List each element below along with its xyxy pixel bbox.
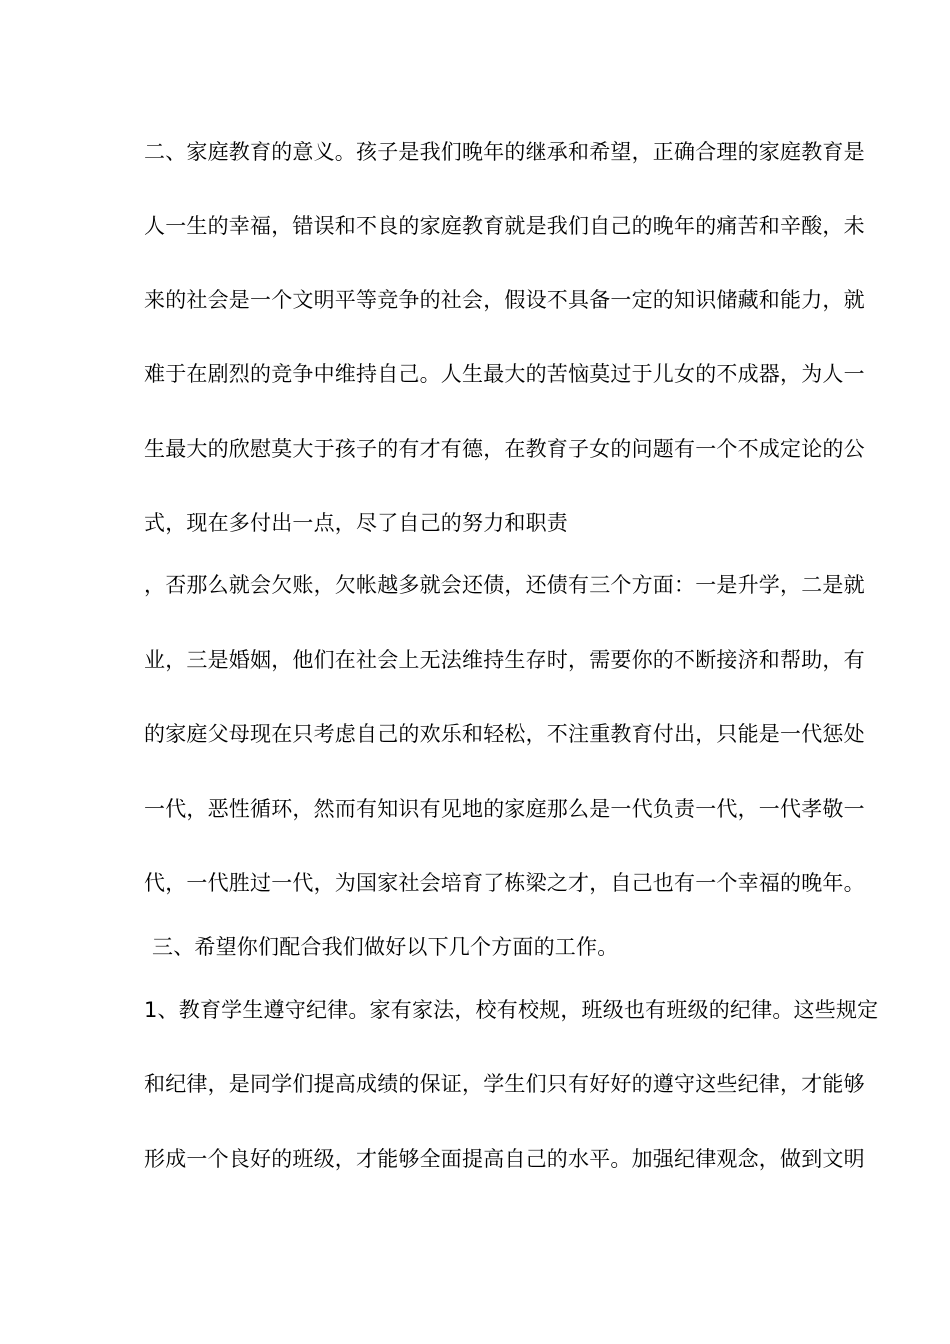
paragraph-line: 来的社会是一个文明平等竞争的社会，假设不具备一定的知识储藏和能力，就: [144, 288, 865, 312]
paragraph-line: 一代，恶性循环，然而有知识有见地的家庭那么是一代负责一代，一代孝敬一: [144, 797, 865, 821]
paragraph-line: 二、家庭教育的意义。孩子是我们晚年的继承和希望，正确合理的家庭教育是: [144, 140, 865, 164]
paragraph-line: 代，一代胜过一代，为国家社会培育了栋梁之才，自己也有一个幸福的晚年。: [144, 871, 865, 895]
paragraph-line: 和纪律，是同学们提高成绩的保证，学生们只有好好的遵守这些纪律，才能够: [144, 1072, 865, 1096]
paragraph-line: 形成一个良好的班级，才能够全面提高自己的水平。加强纪律观念，做到文明: [144, 1147, 865, 1171]
paragraph-line: 人一生的幸福，错误和不良的家庭教育就是我们自己的晚年的痛苦和辛酸，未: [144, 214, 865, 238]
paragraph-line: 的家庭父母现在只考虑自己的欢乐和轻松，不注重教育付出，只能是一代惩处: [144, 722, 865, 746]
paragraph-line: 业，三是婚姻，他们在社会上无法维持生存时，需要你的不断接济和帮助，有: [144, 648, 865, 672]
section-heading: 三、希望你们配合我们做好以下几个方面的工作。: [152, 935, 619, 959]
paragraph-line: ，否那么就会欠账，欠帐越多就会还债，还债有三个方面：一是升学，二是就: [144, 573, 865, 597]
paragraph-line: 式，现在多付出一点，尽了自己的努力和职责: [144, 511, 568, 535]
paragraph-line: 生最大的欣慰莫大于孩子的有才有德，在教育子女的问题有一个不成定论的公: [144, 437, 865, 461]
list-item-line: 1、教育学生遵守纪律。家有家法，校有校规，班级也有班级的纪律。这些规定: [144, 998, 879, 1022]
paragraph-line: 难于在剧烈的竞争中维持自己。人生最大的苦恼莫过于儿女的不成器，为人一: [144, 362, 865, 386]
